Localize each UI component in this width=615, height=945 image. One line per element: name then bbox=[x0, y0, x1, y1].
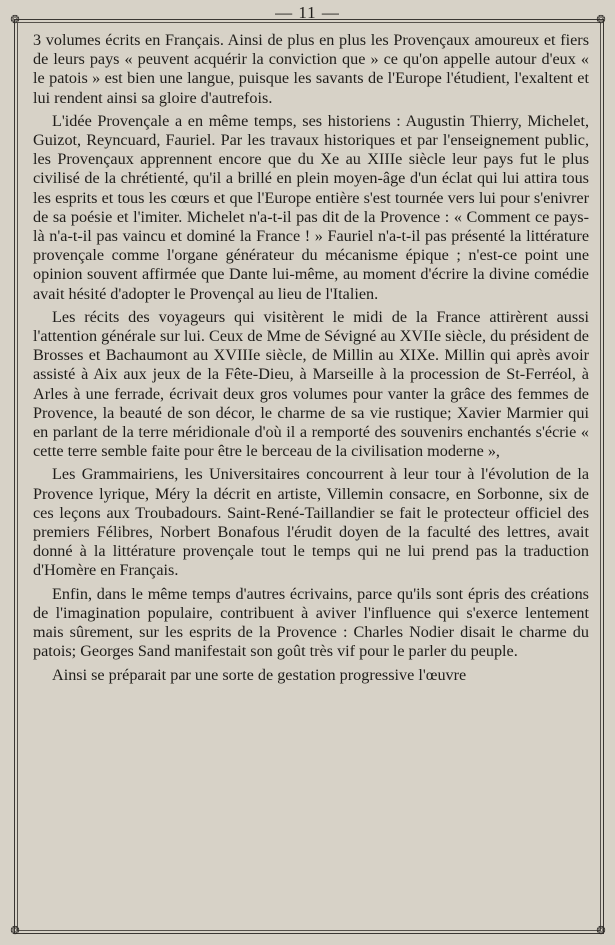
paragraph: 3 volumes écrits en Français. Ainsi de plus en plus les Provençaux amoureux et fiers de leurs pays « peuvent acquérir la conviction que » ce qu'on appelle autour d'eux « le patois » est bien une langue, puisque les savants de l'Europe l'étudient, l'exaltent et lui rendent ainsi sa gloire d'autrefois. bbox=[33, 31, 589, 107]
corner-ornament-icon: ❂ bbox=[10, 14, 20, 26]
paragraph: Les Grammairiens, les Universitaires concourrent à leur tour à l'évolution de la Provence lyrique, Méry la décrit en artiste, Villemin consacre, en Sorbonne, six de ces leçons aux Troubadours. Saint-René-Taillandier se fait le protecteur officiel des premiers Félibres, Norbert Bonafous l'érudit doyen de la faculté des lettres, avait donné à la littérature provençale tout le temps qui ne lui prend pas la traduction d'Homère en Français. bbox=[33, 465, 589, 580]
corner-ornament-icon: ❂ bbox=[596, 14, 606, 26]
paragraph: Les récits des voyageurs qui visitèrent le midi de la France attirèrent aussi l'attention générale sur lui. Ceux de Mme de Sévigné au XVIIe siècle, du président de Brosses et Bachaumont au XVIIIe siècle, de Millin au XIXe. Millin qui après avoir assisté à Aix aux jeux de la Fête-Dieu, à Marseille à la procession de St-Ferréol, à Arles à une ferrade, écrivait deux gros volumes pour vanter la grâce des femmes de Provence, la beauté de son décor, le charme de sa vie rustique; Xavier Marmier qui en parlant de la terre méridionale d'où il a remporté des souvenirs enchantés s'écrie « cette terre semble faite pour être le berceau de la civilisation moderne », bbox=[33, 307, 589, 461]
page-number: — 11 — bbox=[275, 3, 340, 22]
corner-ornament-icon: ❂ bbox=[10, 925, 20, 937]
paragraph: Enfin, dans le même temps d'autres écrivains, parce qu'ils sont épris des créations de l'imagination populaire, contribuent à aviver l'influence qui s'exerce lentement mais sûrement, sur les esprits de la Provence : Charles Nodier disait le charme du patois; Georges Sand manifestait son goût très vif pour le parler du peuple. bbox=[33, 584, 589, 661]
paragraph: Ainsi se préparait par une sorte de gestation progressive l'œuvre bbox=[52, 665, 467, 684]
paragraph: L'idée Provençale a en même temps, ses historiens : Augustin Thierry, Michelet, Guizot, Reyncuard, Fauriel. Par les travaux historiques et par l'enseignement public, les Provençaux apprennent encore que du Xe au XIIIe siècle leur pays fut le plus civilisé de la chrétienté, qu'il a brillé en plein moyen-âge d'un éclat qui lui attira tous les esprits et tous les cœurs et que l'Europe entière s'est tournée vers lui pour s'enivrer de sa poésie et l'imiter. Michelet n'a-t-il pas dit de la Provence : « Comment ce pays-là n'a-t-il pas vaincu et dominé la France ! » Fauriel n'a-t-il pas présenté la littérature provençale comme l'organe générateur du mécanisme épique ; n'est-ce point une opinion souvent affirmée que Dante lui-même, au moment d'écrire la divine comédie avait hésité d'adopter le Provençal au lieu de l'Italien. bbox=[33, 111, 589, 303]
body-text bbox=[33, 31, 589, 685]
corner-ornament-icon: ❂ bbox=[596, 925, 606, 937]
